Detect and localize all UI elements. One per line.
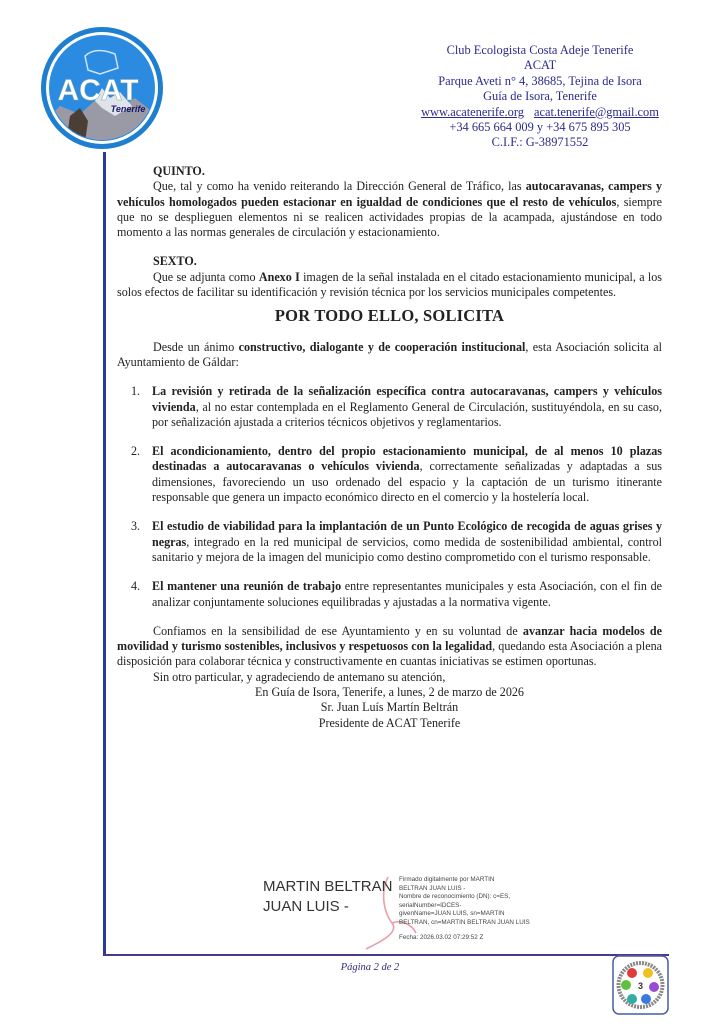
org-acronym: ACAT xyxy=(523,58,557,73)
signature-name: MARTIN BELTRAN JUAN LUIS - xyxy=(263,878,393,915)
list-item: 1. La revisión y retirada de la señalización específica contra autocaravanas, campers y vehículos vivienda, al no estar contemplada en el Reglamento General de Circulación, sustituyéndola, en su caso, por señalización ajustada a criterios técnicos objetivos y reglamentarios. xyxy=(131,384,662,429)
paragraph-quinto: Que, tal y como ha venido reiterando la Dirección General de Tráfico, las autocaravanas, campers y vehículos homologados pueden estacionar en igualdad de condiciones que el resto de vehículos, siempre que no se desplieguen elementos ni se realicen actividades propias de la acampada, ajustándose en todo momento a las normas generales de circulación y estacionamiento. xyxy=(117,179,662,240)
place-date: En Guía de Isora, Tenerife, a lunes, 2 de marzo de 2026 xyxy=(255,685,524,700)
farewell: Sin otro particular, y agradeciendo de antemano su atención, xyxy=(153,669,446,684)
left-border-rule xyxy=(103,152,106,956)
org-city: Guía de Isora, Tenerife xyxy=(483,89,597,104)
org-phones: +34 665 664 009 y +34 675 895 305 xyxy=(449,120,631,135)
svg-text:3: 3 xyxy=(637,981,644,991)
signer-role: Presidente de ACAT Tenerife xyxy=(318,715,461,730)
acat-logo xyxy=(40,26,164,150)
org-cif: C.I.F.: G-38971552 xyxy=(491,135,589,150)
signer-name: Sr. Juan Luís Martín Beltrán xyxy=(320,700,459,715)
section-heading-sexto: SEXTO. xyxy=(153,254,197,269)
signature-details: Firmado digitalmente por MARTIN BELTRAN JUAN LUIS - Nombre de reconocimiento (DN): c=ES, serialNumber=IDCES- givenName=JUAN LUIS, sn=MARTIN BELTRAN, cn=MARTIN BELTRAN JUAN LUIS Fecha: 2026.03.02 07:29:52 Z xyxy=(399,876,530,941)
website-link[interactable]: www.acatenerife.org xyxy=(421,104,524,119)
paragraph-intro: Desde un ánimo constructivo, dialogante y de cooperación institucional, esta Asociación solicita al Ayuntamiento de Gáldar: xyxy=(117,339,662,369)
paragraph-sexto: Que se adjunta como Anexo I imagen de la señal instalada en el citado estacionamiento municipal, a los solos efectos de facilitar su identificación y revisión técnica por los servicios municipales competentes. xyxy=(117,269,662,300)
paragraph-closing: Confiamos en la sensibilidad de ese Ayuntamiento y en su voluntad de avanzar hacia modelos de movilidad y turismo sostenibles, inclusivos y respetuosos con la legalidad, quedando esta Asociación a plena disposición para colaborar técnica y constructivamente en cuantas iniciativas se estimen oportunas. xyxy=(117,623,662,669)
section-heading-quinto: QUINTO. xyxy=(153,164,205,178)
federation-seal-icon xyxy=(612,955,669,1015)
org-address: Parque Aveti n° 4, 38685, Tejina de Isora xyxy=(438,73,642,88)
bottom-border-rule xyxy=(104,954,669,956)
digital-signature[interactable] xyxy=(263,873,683,953)
list-item: 4. El mantener una reunión de trabajo entre representantes municipales y esta Asociación, con el fin de analizar conjuntamente soluciones equilibradas y ajustadas a la normativa vigente. xyxy=(131,579,662,609)
logo-text: ACAT xyxy=(57,74,139,107)
letterhead xyxy=(390,43,690,151)
request-list xyxy=(117,384,662,610)
list-item: 3. El estudio de viabilidad para la implantación de un Punto Ecológico de recogida de aguas grises y negras, integrado en la red municipal de servicios, como medida de sostenibilidad ambiental, control sanitario y mejora de la imagen del municipio como destino comprometido con el turismo responsable. xyxy=(131,519,662,564)
list-item: 2. El acondicionamiento, dentro del propio estacionamiento municipal, de al menos 10 plazas destinadas a autocaravanas o vehículos vivienda, correctamente señalizadas y adaptadas a sus dimensiones, favoreciendo un uso ordenado del espacio y la captación de un turismo itinerante responsable que genera un impacto económico directo en el comercio y la hostelería local. xyxy=(131,444,662,505)
logo-subtext: Tenerife xyxy=(110,104,146,114)
email-link[interactable]: acat.tenerife@gmail.com xyxy=(533,104,659,119)
request-title: POR TODO ELLO, SOLICITA xyxy=(274,306,505,326)
letter-body xyxy=(117,164,662,731)
org-name: Club Ecologista Costa Adeje Tenerife xyxy=(446,43,634,57)
page-number: Página 2 de 2 xyxy=(340,962,400,973)
